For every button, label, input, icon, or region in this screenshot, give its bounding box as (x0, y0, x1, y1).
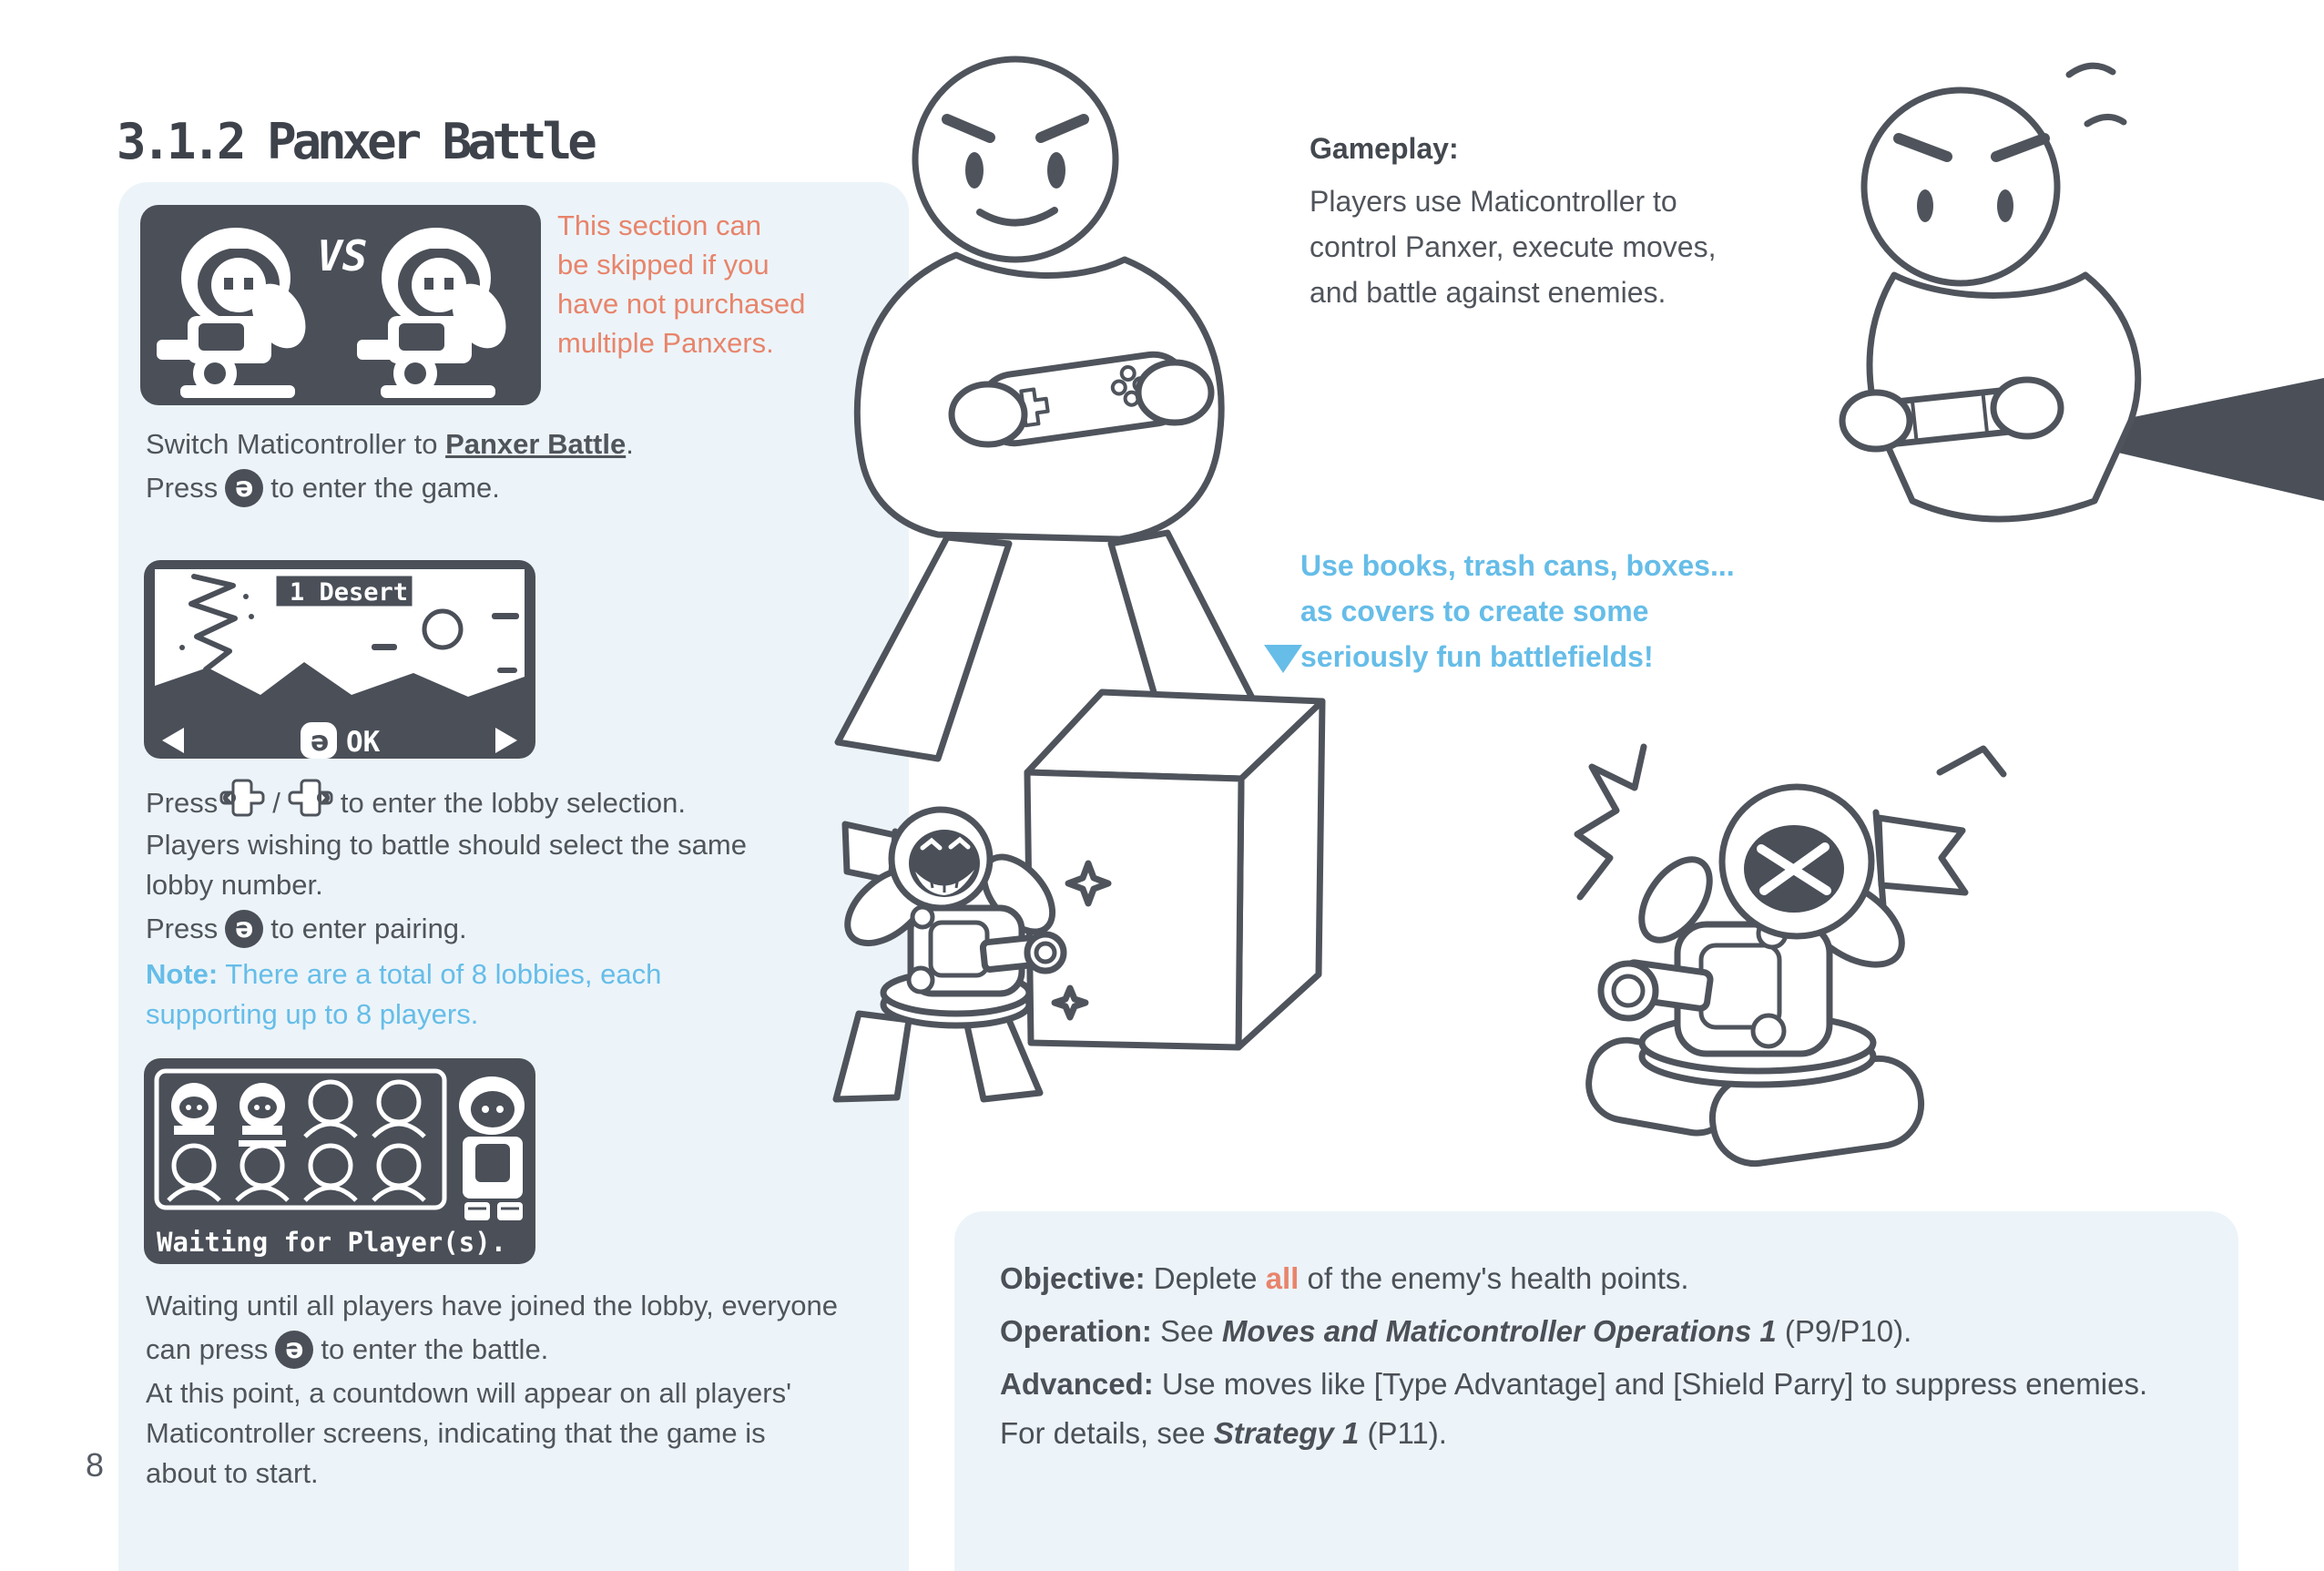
down-triangle-icon (1264, 645, 1302, 673)
advanced-line-2: For details, see Strategy 1 (P11). (1000, 1416, 1447, 1450)
vs-screen-image (140, 205, 541, 405)
left-hand (1842, 393, 1910, 449)
page-number: 8 (86, 1446, 105, 1484)
lobby-map-screen-image (144, 560, 535, 759)
lobby-waiting-screen-image (144, 1058, 535, 1264)
a-button-icon: ə (275, 1331, 313, 1369)
note-label: Note: (146, 958, 219, 990)
dpad-right-icon (290, 777, 331, 830)
a-button-icon: ə (225, 910, 263, 948)
operation-line: Operation: See Moves and Maticontroller Operations 1 (P9/P10). (1000, 1314, 1912, 1348)
a-button-icon: ə (225, 469, 263, 507)
lobby-instructions: Press / to enter the lobby selection. Players wishing to battle should select the same lobby number. Press ə to enter pairing. (146, 781, 747, 953)
gameplay-heading: Gameplay: (1310, 132, 1459, 165)
strategy-reference: Strategy 1 (1213, 1416, 1360, 1450)
right-hand (1138, 362, 1211, 423)
objective-line: Objective: Deplete all of the enemy's health points. (1000, 1261, 1689, 1295)
panxer-behind-box-illustration (801, 678, 1521, 1207)
right-eye (1047, 152, 1065, 189)
right-eye (1997, 189, 2013, 222)
burst-right (1940, 749, 2003, 774)
objective-label: Objective: (1000, 1261, 1146, 1295)
ok-label: OK (346, 726, 381, 759)
section-heading: 3.1.2 Panxer Battle (117, 113, 593, 170)
left-skirt (836, 1014, 909, 1099)
svg-text:ə: ə (311, 726, 330, 758)
head (1864, 90, 2057, 283)
left-eye (965, 152, 984, 189)
left-hand (952, 384, 1024, 444)
player-slot-filled-1 (171, 1083, 217, 1135)
defeated-panxer-illustration (1575, 747, 2204, 1302)
switch-instructions: Switch Maticontroller to Panxer Battle. Press ə to enter the game. (146, 424, 634, 512)
sweat-drop-1 (2069, 66, 2113, 75)
right-hand (1993, 380, 2061, 436)
map-name: 1 Desert (290, 578, 409, 607)
skip-note: This section can be skipped if you have not purchased multiple Panxers. (557, 209, 806, 359)
burst-left (1577, 747, 1644, 897)
lobby-note: Note: There are a total of 8 lobbies, each supporting up to 8 players. (146, 958, 662, 1030)
left-eye (1917, 189, 1933, 222)
dpad-left-icon (221, 777, 263, 830)
advanced-line: Advanced: Use moves like [Type Advantage] and [Shield Parry] to suppress enemies. (1000, 1367, 2148, 1401)
switch-text: Switch Maticontroller to (146, 428, 446, 460)
waiting-instructions: Waiting until all players have joined the lobby, everyone can press ə to enter the battle. At this point, a countdown will appear on all players' Maticontroller screens, indicating that the game is about to start. (146, 1290, 838, 1489)
sweat-drop-2 (2087, 117, 2124, 124)
battlefield-tip: Use books, trash cans, boxes... as covers to create some seriously fun battlefields! (1300, 549, 1735, 673)
operation-reference: Moves and Maticontroller Operations 1 (1221, 1314, 1777, 1348)
gameplay-section: Gameplay: Players use Maticontroller to control Panxer, execute moves, and battle against enemies. (1310, 126, 1716, 315)
advanced-label: Advanced: (1000, 1367, 1154, 1401)
objective-highlight: all (1265, 1261, 1300, 1295)
white-flag (1879, 818, 1965, 893)
mode-name: Panxer Battle (445, 428, 627, 460)
vs-label: VS (317, 231, 368, 281)
head (915, 59, 1116, 260)
player-two-illustration (1858, 27, 2324, 556)
player-one-illustration (810, 41, 1302, 788)
waiting-caption: Waiting for Player(s). (157, 1227, 507, 1258)
operation-label: Operation: (1000, 1314, 1152, 1348)
